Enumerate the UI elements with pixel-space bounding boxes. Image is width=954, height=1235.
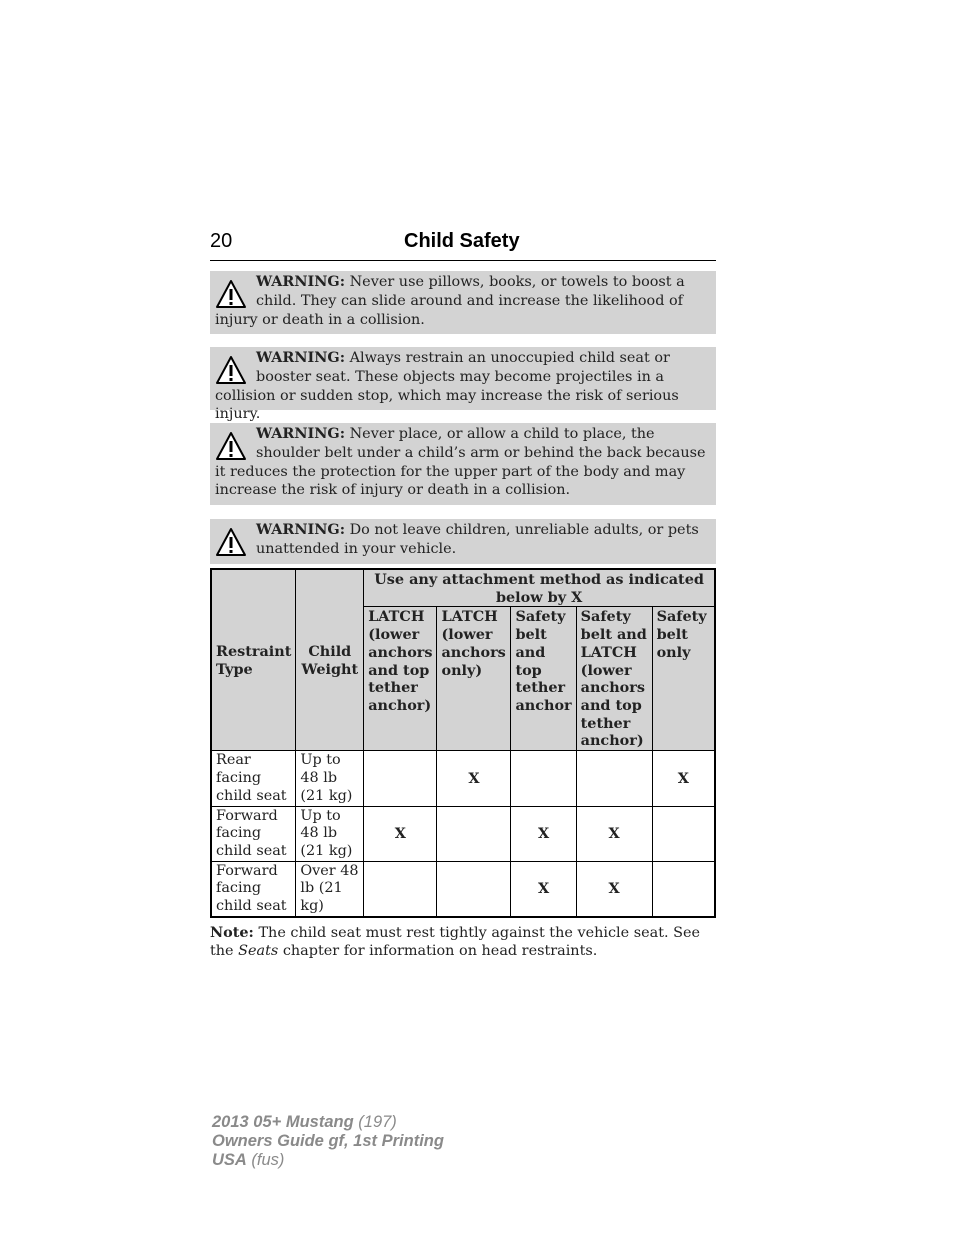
method-header: Safety belt and top tether anchor xyxy=(511,607,576,751)
child-weight-header: Child Weight xyxy=(296,569,364,751)
child-weight-cell: Up to 48 lb (21 kg) xyxy=(296,806,364,861)
method-mark-cell xyxy=(437,861,511,917)
print-footer xyxy=(212,1113,444,1170)
method-header: LATCH (lower anchors and top tether anchor) xyxy=(364,607,437,751)
warning-text: Never use pillows, books, or towels to boost a child. They can slide around and increase the likelihood of injury or death in a collision. xyxy=(215,274,685,328)
warning-label: WARNING: xyxy=(256,521,346,538)
method-mark-cell xyxy=(364,861,437,917)
note-text: The child seat must rest tightly against the vehicle seat. See the xyxy=(210,925,701,959)
method-mark-cell xyxy=(511,751,576,806)
table-row xyxy=(211,861,715,917)
method-mark-cell: X xyxy=(652,751,715,806)
method-mark-cell xyxy=(437,806,511,861)
warning-text: Do not leave children, unreliable adults, or pets unattended in your vehicle. xyxy=(256,522,699,557)
method-mark-cell: X xyxy=(437,751,511,806)
note-paragraph xyxy=(210,924,716,960)
footer-line xyxy=(212,1151,444,1170)
restraint-type-cell: Rear facing child seat xyxy=(211,751,296,806)
warning-box xyxy=(210,347,716,423)
warning-triangle-icon xyxy=(215,279,247,309)
note-text-end: chapter for information on head restraints. xyxy=(278,942,598,959)
warning-triangle-icon xyxy=(215,527,247,557)
warning-box xyxy=(210,423,716,505)
warning-box xyxy=(210,271,716,334)
table-row xyxy=(211,806,715,861)
child-weight-cell: Up to 48 lb (21 kg) xyxy=(296,751,364,806)
method-mark-cell: X xyxy=(364,806,437,861)
page-number: 20 xyxy=(210,230,233,252)
warning-label: WARNING: xyxy=(256,273,346,290)
chapter-title: Child Safety xyxy=(404,230,520,252)
method-mark-cell xyxy=(652,861,715,917)
note-label: Note: xyxy=(210,924,254,941)
method-header: Safety belt and LATCH (lower anchors and top tether anchor) xyxy=(576,607,652,751)
method-mark-cell xyxy=(652,806,715,861)
warning-label: WARNING: xyxy=(256,349,346,366)
attachment-method-table xyxy=(210,568,716,918)
table-row xyxy=(211,751,715,806)
seats-chapter-reference: Seats xyxy=(238,942,279,959)
footer-market: USA xyxy=(212,1151,247,1169)
warning-triangle-icon xyxy=(215,431,247,461)
restraint-type-cell: Forward facing child seat xyxy=(211,861,296,917)
page-header xyxy=(210,230,716,261)
attachment-group-header: Use any attachment method as indicated below by X xyxy=(364,569,715,607)
warning-box xyxy=(210,519,716,564)
method-header: Safety belt only xyxy=(652,607,715,751)
warning-text: Always restrain an unoccupied child seat or booster seat. These objects may become projectiles in a collision or sudden stop, which may increase the risk of serious injury. xyxy=(215,350,679,423)
footer-printing: Owners Guide gf, 1st Printing xyxy=(212,1132,444,1150)
restraint-type-cell: Forward facing child seat xyxy=(211,806,296,861)
warning-label: WARNING: xyxy=(256,425,346,442)
method-mark-cell: X xyxy=(576,861,652,917)
method-mark-cell: X xyxy=(576,806,652,861)
footer-market-code: (fus) xyxy=(246,1151,285,1169)
warning-text: Never place, or allow a child to place, the shoulder belt under a child’s arm or behind the back because it reduces the protection for the upper part of the body and may increase the risk of injury or death in a collision. xyxy=(215,426,706,499)
footer-model-code: (197) xyxy=(353,1113,397,1131)
method-mark-cell: X xyxy=(511,806,576,861)
footer-line xyxy=(212,1132,444,1151)
method-mark-cell xyxy=(576,751,652,806)
child-weight-cell: Over 48 lb (21 kg) xyxy=(296,861,364,917)
footer-model: 2013 05+ Mustang xyxy=(212,1113,354,1131)
restraint-type-header: Restraint Type xyxy=(211,569,296,751)
method-mark-cell: X xyxy=(511,861,576,917)
warning-triangle-icon xyxy=(215,355,247,385)
method-mark-cell xyxy=(364,751,437,806)
footer-line xyxy=(212,1113,444,1132)
method-header: LATCH (lower anchors only) xyxy=(437,607,511,751)
